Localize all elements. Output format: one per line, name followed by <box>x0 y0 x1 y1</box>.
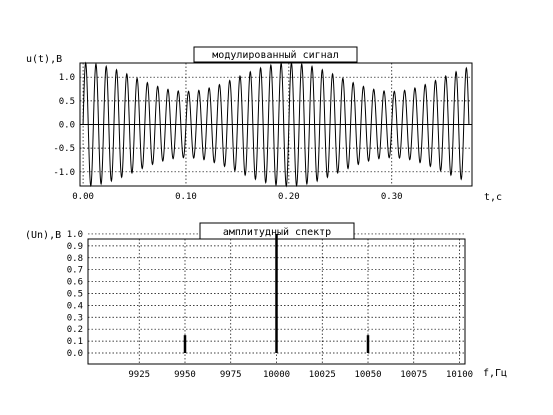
y-tick-label: 1.0 <box>58 73 75 84</box>
x-tick-label: 10000 <box>262 370 291 380</box>
x-tick-label: 10050 <box>354 370 382 380</box>
x-tick-label: 9950 <box>174 370 196 380</box>
y-tick-label: 0.7 <box>66 265 83 276</box>
y-tick-label: 1.0 <box>66 229 83 240</box>
y-tick-label: 0.8 <box>66 253 83 264</box>
chart-title: амплитудный спектр <box>222 227 332 238</box>
y-tick-label: 0.5 <box>58 96 75 107</box>
y-tick-label: 0.3 <box>66 313 83 324</box>
y-tick-label: -1.0 <box>53 167 75 178</box>
y-axis-label: u(t),B <box>26 54 63 65</box>
y-tick-label: 0.0 <box>66 349 83 359</box>
x-tick-label: 9925 <box>128 370 151 380</box>
chart-title: модулированный сигнал <box>212 50 339 61</box>
x-tick-label: 10075 <box>400 370 428 380</box>
amplitude-spectrum-chart <box>25 223 507 380</box>
x-axis-label: t,c <box>484 192 503 203</box>
y-tick-label: 0.0 <box>58 120 75 131</box>
y-tick-label: 0.9 <box>66 241 83 252</box>
y-tick-label: 0.1 <box>66 337 83 348</box>
y-tick-label: 0.4 <box>66 301 83 312</box>
x-tick-label: 9975 <box>219 370 242 380</box>
x-tick-label: 0.30 <box>380 192 403 202</box>
y-tick-label: 0.6 <box>66 277 83 288</box>
y-tick-label: 0.5 <box>66 289 83 300</box>
modulated-signal-chart <box>26 47 502 203</box>
y-tick-label: 0.2 <box>66 325 83 336</box>
x-axis-label: f,Гц <box>483 368 508 379</box>
x-tick-label: 10025 <box>308 370 336 380</box>
x-tick-label: 0.20 <box>278 192 300 202</box>
y-tick-label: -0.5 <box>53 144 75 155</box>
x-tick-label: 10100 <box>445 370 474 380</box>
x-tick-label: 0.00 <box>72 192 94 202</box>
x-tick-label: 0.10 <box>175 192 197 202</box>
y-axis-label: (Un),B <box>25 230 62 241</box>
